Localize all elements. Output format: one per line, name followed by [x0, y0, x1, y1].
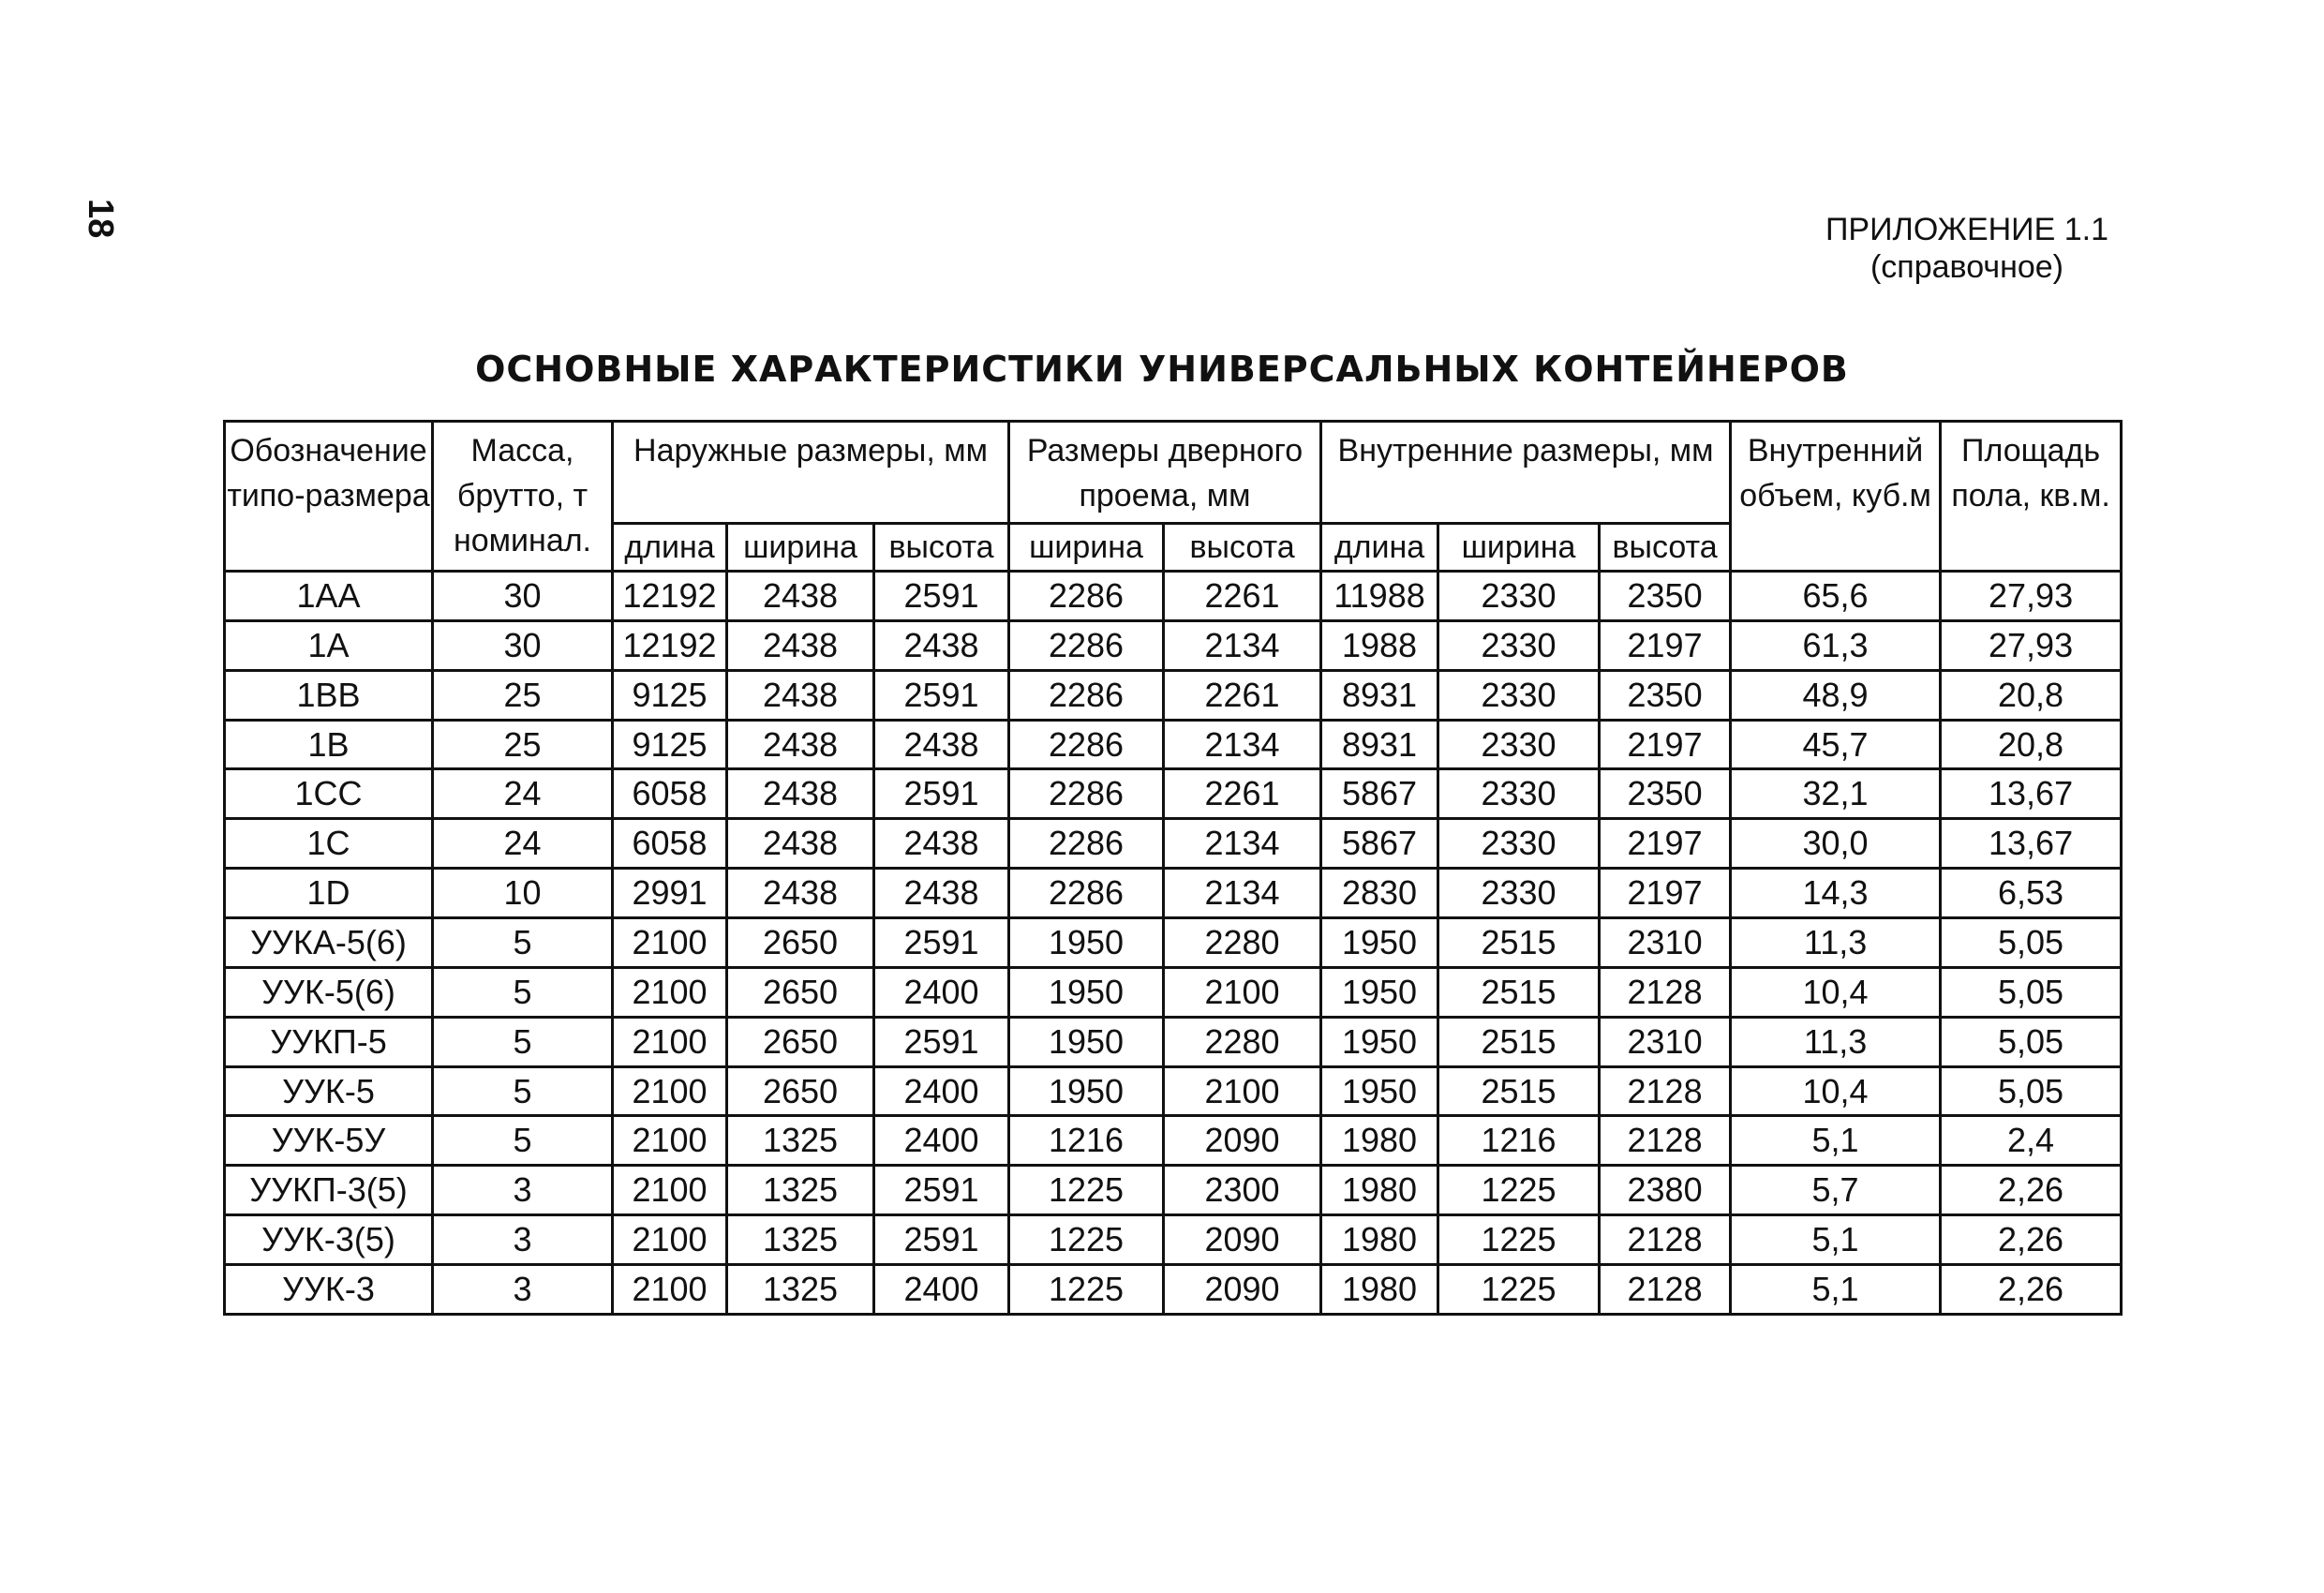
cell-mass: 24: [433, 769, 613, 819]
cell-inner-length: 1980: [1321, 1215, 1438, 1265]
cell-outer-length: 6058: [613, 769, 727, 819]
cell-code: 1А: [225, 620, 433, 670]
cell-inner-length: 1950: [1321, 1017, 1438, 1066]
cell-inner-width: 2515: [1438, 967, 1600, 1017]
cell-outer-height: 2438: [874, 620, 1009, 670]
cell-code: УУК-5: [225, 1066, 433, 1116]
cell-floor-area: 2,26: [1941, 1166, 2122, 1215]
cell-mass: 5: [433, 967, 613, 1017]
cell-mass: 5: [433, 1066, 613, 1116]
cell-inner-height: 2128: [1600, 1215, 1731, 1265]
table-body: [225, 572, 2122, 1315]
cell-inner-width: 2330: [1438, 670, 1600, 720]
table-row: [225, 720, 2122, 769]
cell-outer-length: 2100: [613, 1215, 727, 1265]
cell-mass: 30: [433, 572, 613, 621]
cell-door-height: 2100: [1164, 1066, 1321, 1116]
cell-door-height: 2261: [1164, 572, 1321, 621]
cell-code: 1В: [225, 720, 433, 769]
cell-code: 1СС: [225, 769, 433, 819]
cell-outer-height: 2438: [874, 720, 1009, 769]
cell-inner-height: 2197: [1600, 720, 1731, 769]
cell-volume: 10,4: [1731, 967, 1941, 1017]
table-row: [225, 572, 2122, 621]
cell-inner-height: 2128: [1600, 1066, 1731, 1116]
cell-outer-length: 2100: [613, 1166, 727, 1215]
cell-inner-width: 2330: [1438, 620, 1600, 670]
cell-door-width: 2286: [1009, 720, 1164, 769]
subheader-door-width: ширина: [1009, 524, 1164, 572]
cell-inner-length: 11988: [1321, 572, 1438, 621]
cell-outer-height: 2591: [874, 1215, 1009, 1265]
table-row: [225, 918, 2122, 968]
cell-inner-width: 2515: [1438, 1017, 1600, 1066]
cell-door-width: 1950: [1009, 918, 1164, 968]
cell-code: УУКП-3(5): [225, 1166, 433, 1215]
cell-floor-area: 5,05: [1941, 1066, 2122, 1116]
cell-door-height: 2134: [1164, 819, 1321, 869]
cell-inner-length: 1980: [1321, 1265, 1438, 1315]
table-row: [225, 1166, 2122, 1215]
cell-floor-area: 6,53: [1941, 869, 2122, 918]
cell-door-width: 2286: [1009, 819, 1164, 869]
table-row: [225, 1215, 2122, 1265]
cell-door-height: 2090: [1164, 1116, 1321, 1166]
cell-door-height: 2134: [1164, 620, 1321, 670]
subheader-outer-height: высота: [874, 524, 1009, 572]
cell-volume: 11,3: [1731, 918, 1941, 968]
cell-door-height: 2280: [1164, 1017, 1321, 1066]
cell-outer-length: 9125: [613, 720, 727, 769]
cell-inner-length: 8931: [1321, 720, 1438, 769]
cell-code: УУКП-5: [225, 1017, 433, 1066]
header-inner-dimensions: Внутренние размеры, мм: [1321, 422, 1731, 524]
cell-floor-area: 13,67: [1941, 769, 2122, 819]
cell-volume: 14,3: [1731, 869, 1941, 918]
header-door-opening: Размеры дверного проема, мм: [1009, 422, 1321, 524]
cell-inner-width: 1225: [1438, 1265, 1600, 1315]
cell-floor-area: 2,26: [1941, 1265, 2122, 1315]
cell-door-width: 1225: [1009, 1215, 1164, 1265]
cell-door-height: 2261: [1164, 670, 1321, 720]
cell-door-height: 2090: [1164, 1265, 1321, 1315]
cell-inner-height: 2310: [1600, 918, 1731, 968]
cell-outer-length: 12192: [613, 572, 727, 621]
cell-volume: 61,3: [1731, 620, 1941, 670]
table-row: [225, 967, 2122, 1017]
cell-inner-length: 1950: [1321, 967, 1438, 1017]
table-row: [225, 1116, 2122, 1166]
table-row: [225, 869, 2122, 918]
cell-mass: 30: [433, 620, 613, 670]
cell-door-width: 1225: [1009, 1265, 1164, 1315]
table-row: [225, 1265, 2122, 1315]
cell-door-height: 2134: [1164, 720, 1321, 769]
cell-outer-width: 2650: [727, 1017, 874, 1066]
cell-code: УУКА-5(6): [225, 918, 433, 968]
cell-volume: 30,0: [1731, 819, 1941, 869]
cell-door-width: 1950: [1009, 1017, 1164, 1066]
cell-door-width: 1225: [1009, 1166, 1164, 1215]
cell-inner-length: 2830: [1321, 869, 1438, 918]
cell-code: 1D: [225, 869, 433, 918]
cell-door-width: 2286: [1009, 769, 1164, 819]
container-specs-table: [223, 420, 2123, 1316]
cell-floor-area: 13,67: [1941, 819, 2122, 869]
cell-outer-width: 2438: [727, 819, 874, 869]
document-title: ОСНОВНЫЕ ХАРАКТЕРИСТИКИ УНИВЕРСАЛЬНЫХ КОНТЕЙНЕРОВ: [475, 349, 1849, 390]
cell-volume: 5,1: [1731, 1265, 1941, 1315]
cell-floor-area: 2,26: [1941, 1215, 2122, 1265]
cell-door-width: 1950: [1009, 1066, 1164, 1116]
cell-inner-length: 5867: [1321, 769, 1438, 819]
cell-mass: 10: [433, 869, 613, 918]
cell-door-width: 1950: [1009, 967, 1164, 1017]
cell-floor-area: 5,05: [1941, 918, 2122, 968]
cell-volume: 5,7: [1731, 1166, 1941, 1215]
table-row: [225, 1066, 2122, 1116]
cell-inner-length: 5867: [1321, 819, 1438, 869]
cell-mass: 5: [433, 1017, 613, 1066]
cell-outer-width: 2650: [727, 1066, 874, 1116]
cell-inner-width: 1225: [1438, 1215, 1600, 1265]
cell-outer-width: 2438: [727, 769, 874, 819]
cell-inner-height: 2197: [1600, 819, 1731, 869]
cell-outer-width: 1325: [727, 1215, 874, 1265]
cell-inner-width: 2330: [1438, 720, 1600, 769]
cell-volume: 5,1: [1731, 1116, 1941, 1166]
cell-inner-height: 2350: [1600, 670, 1731, 720]
cell-door-width: 1216: [1009, 1116, 1164, 1166]
cell-outer-height: 2591: [874, 1017, 1009, 1066]
cell-outer-length: 2100: [613, 1265, 727, 1315]
table-row: [225, 819, 2122, 869]
cell-inner-height: 2128: [1600, 1116, 1731, 1166]
cell-floor-area: 20,8: [1941, 670, 2122, 720]
cell-volume: 65,6: [1731, 572, 1941, 621]
cell-door-height: 2100: [1164, 967, 1321, 1017]
cell-outer-length: 2100: [613, 918, 727, 968]
cell-mass: 3: [433, 1166, 613, 1215]
cell-door-height: 2300: [1164, 1166, 1321, 1215]
subheader-inner-height: высота: [1600, 524, 1731, 572]
table-row: [225, 670, 2122, 720]
cell-volume: 32,1: [1731, 769, 1941, 819]
cell-inner-length: 1980: [1321, 1166, 1438, 1215]
cell-outer-width: 2438: [727, 720, 874, 769]
table-row: [225, 1017, 2122, 1066]
cell-inner-length: 1988: [1321, 620, 1438, 670]
subheader-inner-width: ширина: [1438, 524, 1600, 572]
cell-outer-width: 1325: [727, 1116, 874, 1166]
header-volume: Внутренний объем, куб.м: [1731, 422, 1941, 572]
appendix-subtitle: (справочное): [1870, 249, 2063, 285]
subheader-outer-width: ширина: [727, 524, 874, 572]
cell-inner-width: 2330: [1438, 869, 1600, 918]
cell-outer-height: 2591: [874, 1166, 1009, 1215]
cell-code: УУК-3(5): [225, 1215, 433, 1265]
cell-volume: 11,3: [1731, 1017, 1941, 1066]
cell-door-width: 2286: [1009, 572, 1164, 621]
cell-door-width: 2286: [1009, 670, 1164, 720]
cell-mass: 5: [433, 1116, 613, 1166]
cell-code: УУК-5У: [225, 1116, 433, 1166]
cell-inner-height: 2310: [1600, 1017, 1731, 1066]
table-row: [225, 769, 2122, 819]
cell-inner-length: 1950: [1321, 1066, 1438, 1116]
cell-mass: 24: [433, 819, 613, 869]
cell-code: УУК-5(6): [225, 967, 433, 1017]
cell-outer-length: 6058: [613, 819, 727, 869]
cell-inner-height: 2128: [1600, 967, 1731, 1017]
cell-outer-length: 12192: [613, 620, 727, 670]
cell-floor-area: 5,05: [1941, 967, 2122, 1017]
cell-code: 1АА: [225, 572, 433, 621]
page-number: 18: [81, 199, 120, 239]
cell-inner-width: 2330: [1438, 769, 1600, 819]
cell-code: УУК-3: [225, 1265, 433, 1315]
cell-inner-height: 2197: [1600, 620, 1731, 670]
cell-outer-height: 2400: [874, 1265, 1009, 1315]
cell-outer-width: 2438: [727, 572, 874, 621]
cell-mass: 3: [433, 1265, 613, 1315]
cell-volume: 10,4: [1731, 1066, 1941, 1116]
cell-outer-height: 2400: [874, 967, 1009, 1017]
cell-door-height: 2280: [1164, 918, 1321, 968]
cell-code: 1ВВ: [225, 670, 433, 720]
cell-outer-width: 2650: [727, 918, 874, 968]
cell-inner-length: 8931: [1321, 670, 1438, 720]
cell-outer-width: 2438: [727, 869, 874, 918]
appendix-label: [1825, 211, 2108, 286]
cell-door-width: 2286: [1009, 869, 1164, 918]
cell-inner-width: 2515: [1438, 918, 1600, 968]
cell-outer-height: 2591: [874, 769, 1009, 819]
cell-inner-width: 1216: [1438, 1116, 1600, 1166]
cell-outer-height: 2400: [874, 1116, 1009, 1166]
cell-mass: 5: [433, 918, 613, 968]
cell-outer-length: 2991: [613, 869, 727, 918]
cell-volume: 45,7: [1731, 720, 1941, 769]
cell-outer-height: 2591: [874, 918, 1009, 968]
cell-floor-area: 20,8: [1941, 720, 2122, 769]
header-floor-area: Площадь пола, кв.м.: [1941, 422, 2122, 572]
cell-outer-height: 2591: [874, 670, 1009, 720]
cell-outer-height: 2438: [874, 819, 1009, 869]
cell-door-width: 2286: [1009, 620, 1164, 670]
cell-inner-height: 2128: [1600, 1265, 1731, 1315]
cell-inner-length: 1980: [1321, 1116, 1438, 1166]
cell-outer-length: 9125: [613, 670, 727, 720]
cell-inner-height: 2350: [1600, 769, 1731, 819]
cell-outer-height: 2400: [874, 1066, 1009, 1116]
cell-outer-length: 2100: [613, 1116, 727, 1166]
header-code: Обозначение типо-размера: [225, 422, 433, 572]
cell-outer-length: 2100: [613, 967, 727, 1017]
subheader-outer-length: длина: [613, 524, 727, 572]
cell-door-height: 2261: [1164, 769, 1321, 819]
table-row: [225, 620, 2122, 670]
header-mass: Масса, брутто, т номинал.: [433, 422, 613, 572]
cell-volume: 5,1: [1731, 1215, 1941, 1265]
cell-inner-height: 2197: [1600, 869, 1731, 918]
cell-mass: 25: [433, 720, 613, 769]
cell-inner-width: 2330: [1438, 819, 1600, 869]
cell-inner-height: 2380: [1600, 1166, 1731, 1215]
cell-outer-height: 2438: [874, 869, 1009, 918]
cell-floor-area: 2,4: [1941, 1116, 2122, 1166]
cell-outer-width: 2438: [727, 620, 874, 670]
cell-door-height: 2134: [1164, 869, 1321, 918]
cell-outer-height: 2591: [874, 572, 1009, 621]
cell-outer-length: 2100: [613, 1066, 727, 1116]
cell-inner-width: 1225: [1438, 1166, 1600, 1215]
cell-mass: 25: [433, 670, 613, 720]
cell-inner-length: 1950: [1321, 918, 1438, 968]
cell-floor-area: 27,93: [1941, 572, 2122, 621]
cell-code: 1С: [225, 819, 433, 869]
cell-inner-width: 2515: [1438, 1066, 1600, 1116]
cell-outer-width: 1325: [727, 1265, 874, 1315]
appendix-title: ПРИЛОЖЕНИЕ 1.1: [1825, 212, 2108, 247]
cell-floor-area: 5,05: [1941, 1017, 2122, 1066]
cell-outer-length: 2100: [613, 1017, 727, 1066]
cell-volume: 48,9: [1731, 670, 1941, 720]
cell-door-height: 2090: [1164, 1215, 1321, 1265]
cell-mass: 3: [433, 1215, 613, 1265]
cell-inner-height: 2350: [1600, 572, 1731, 621]
cell-outer-width: 1325: [727, 1166, 874, 1215]
subheader-door-height: высота: [1164, 524, 1321, 572]
subheader-inner-length: длина: [1321, 524, 1438, 572]
cell-outer-width: 2438: [727, 670, 874, 720]
cell-outer-width: 2650: [727, 967, 874, 1017]
cell-floor-area: 27,93: [1941, 620, 2122, 670]
header-outer-dimensions: Наружные размеры, мм: [613, 422, 1009, 524]
cell-inner-width: 2330: [1438, 572, 1600, 621]
